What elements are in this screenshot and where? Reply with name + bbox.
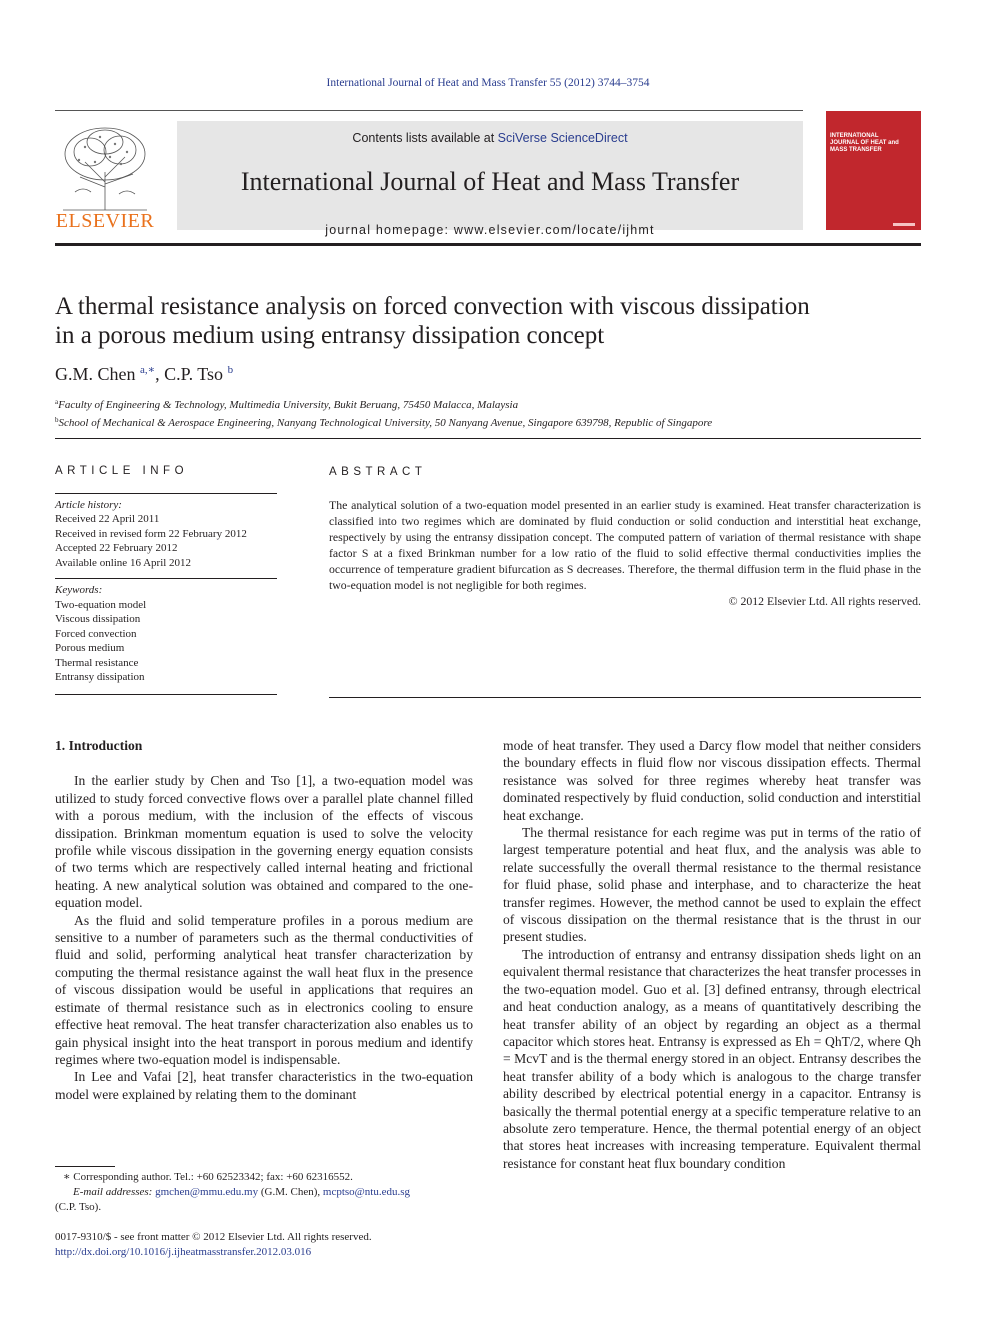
email-label: E-mail addresses: [73,1186,153,1198]
paragraph: In Lee and Vafai [2], heat transfer characteristics in the two-equation model were explained by relating them to the dominant [55,1069,473,1102]
header-divider [55,438,921,439]
journal-title: International Journal of Heat and Mass Transfer [240,167,740,196]
author-list [55,363,233,385]
paragraph: The thermal resistance for each regime was put in terms of the ratio of largest temperature potential and heat flux, and the analysis was able to relate successfully the overall thermal resistance to the thermal resistance for fluid phase, solid phase and interphase, and to characterize the heat transfer regimes. However, the method cannot be used to explain the effect of viscous dissipation on the thermal resistance that is the thrust in our present studies. [503,825,921,945]
email-link[interactable]: gmchen@mmu.edu.my [155,1186,259,1198]
footnotes [55,1170,473,1215]
journal-homepage[interactable]: journal homepage: www.elsevier.com/locate/ijhmt [325,223,655,237]
author-name: G.M. Chen [55,364,136,384]
footnote-rule [55,1166,115,1167]
body-left-column [55,737,473,1103]
paragraph: mode of heat transfer. They used a Darcy flow model that neither considers the boundary effects in fluid flow nor viscous dissipation effects. Thermal resistance was solved for three regimes whereby heat transfer was dominated respectively by fluid conduction, solid conduction and interstitial heat exchange. [503,738,921,823]
keyword-item: Porous medium [55,642,125,654]
keyword-item: Viscous dissipation [55,613,141,625]
article-info-heading: ARTICLE INFO [55,465,189,477]
affiliation-text: Faculty of Engineering & Technology, Multimedia University, Bukit Beruang, 75450 Malacca, Malaysia [58,399,519,411]
keyword-item: Forced convection [55,627,137,640]
keywords [55,583,277,685]
doi-link[interactable]: http://dx.doi.org/10.1016/j.ijheatmasstransfer.2012.03.016 [55,1246,312,1258]
paragraph: In the earlier study by Chen and Tso [1], a two-equation model was utilized to study forced convective flows over a parallel plate channel filled with a porous medium, with the inclusion of the effects of viscous dissipation. Brinkman momentum equation is used to solve the velocity profile while viscous dissipation in the governing energy equation consists of two terms which are respectively called internal heating and frictional heating. A new analytical solution was obtained and compared to the one-equation model. [55,773,473,911]
history-label: Article history: [55,498,122,511]
article-info-bottom-rule [55,694,277,695]
abstract-heading: ABSTRACT [329,466,427,478]
affiliation-a [55,395,921,413]
abstract-text: The analytical solution of a two-equation model presented in an earlier study is examined. Heat transfer characterization is classified into two regimes which are dominated by fluid conduction or solid conduction and interstitial heat exchange, respectively by using the entransy dissipation concept. The computed pattern of variation of thermal resistance with shape factor S at a fixed Brinkman number for a low ratio of the fluid to solid effective thermal conductivities implies the occurrence of temperature gradient bifurcation as S decreases. Therefore, the thermal diffusion term in the fluid phase in the two-equation model is not negligible for both regimes. [329,498,921,592]
affiliations [55,395,921,431]
article-title-line-1: A thermal resistance analysis on forced convection with viscous dissipation [55,293,810,320]
history-item: Received in revised form 22 February 2012 [55,527,247,540]
section-heading: 1. Introduction [55,738,143,753]
history-item: Available online 16 April 2012 [55,556,192,569]
elsevier-wordmark: ELSEVIER [55,210,155,232]
abstract-copyright: © 2012 Elsevier Ltd. All rights reserved. [728,594,921,608]
history-item: Accepted 22 February 2012 [55,542,178,554]
email-owner: (G.M. Chen), [258,1186,323,1198]
history-item: Received 22 April 2011 [55,513,160,525]
masthead-top-rule [55,110,803,111]
affiliation-text: School of Mechanical & Aerospace Engineering, Nanyang Technological University, 50 Nanyang Avenue, Singapore 639798, Republic of Singapore [58,417,713,429]
journal-cover-thumbnail [826,111,921,230]
issn-line: 0017-9310/$ - see front matter © 2012 Elsevier Ltd. All rights reserved. [55,1231,372,1243]
article-info-rule [55,493,277,494]
keywords-label: Keywords: [55,584,103,596]
abstract-panel [329,464,921,609]
affiliation-mark: a [55,398,59,406]
author-affiliation-mark[interactable]: b [227,364,234,376]
cover-footer-mark [893,223,915,226]
email-owner: (C.P. Tso). [55,1201,102,1213]
keyword-item: Thermal resistance [55,656,139,669]
body-right-column [503,737,921,1172]
cover-title: INTERNATIONAL JOURNAL OF HEAT and MASS TRANSFER [830,133,899,153]
email-link[interactable]: mcptso@ntu.edu.sg [322,1186,411,1198]
contents-available-line [177,131,803,145]
paragraph: As the fluid and solid temperature profiles in a porous medium are sensitive to a number of parameters such as the thermal conductivities of fluid and solid, performing analytical heat transfer characterization by computing the thermal resistance against the wall heat flux in the presence of viscous dissipation would be useful in applications that requires an estimate of thermal resistance such as in electronics cooling to ensure effective heat removal. The heat transfer characterization also enables us to gain physical insight into the heat transport in porous medium and identify regimes where two-equation model is indispensable. [55,912,473,1067]
contents-prefix: Contents lists available at [352,131,498,145]
corresponding-author-note: ∗ Corresponding author. Tel.: +60 62523342; fax: +60 62316552. [63,1171,353,1183]
keyword-item: Two-equation model [55,598,147,611]
keyword-item: Entransy dissipation [55,671,145,683]
journal-masthead [55,110,921,247]
journal-citation[interactable]: International Journal of Heat and Mass Transfer 55 (2012) 3744–3754 [326,77,650,89]
keywords-rule [55,578,277,579]
author-affiliation-mark[interactable]: a,∗ [140,364,156,376]
masthead-title-box [177,121,803,237]
abstract-bottom-rule [329,697,921,698]
article-title-line-2: in a porous medium using entransy dissipation concept [55,322,605,349]
sciencedirect-link[interactable]: SciVerse ScienceDirect [497,131,628,145]
author-separator: , [155,364,165,384]
article-title [55,292,915,350]
publication-meta [55,1230,473,1260]
email-note [55,1185,473,1200]
affiliation-mark: b [55,416,59,424]
affiliation-b [55,413,921,431]
masthead-bottom-rule [55,243,921,246]
article-info-panel [55,464,277,695]
author-name: C.P. Tso [164,364,224,384]
paragraph: The introduction of entransy and entransy dissipation sheds light on an equivalent thermal resistance that characterizes the heat transfer processes in the two-equation model. Guo et al. [3] defined entransy, through electrical and heat conduction analogy, as a means of quantitatively describing the heat transfer ability of an object by regarding an object as a thermal capacitor which stores heat. Entransy is expressed as Eh = QhT/2, where Qh = McvT and is the thermal energy stored in an object. Entransy describes the heat transfer ability of a body which is analogous to the charge transfer ability described by electrical potential energy in a capacitor. Entransy is basically the thermal potential energy at a specific temperature relative to an absolute zero temperature. Hence, the thermal potential energy of an object that stores heat increases with increasing temperature. Equivalent thermal resistance for constant heat flux boundary condition [503,946,921,1171]
article-history [55,498,277,571]
